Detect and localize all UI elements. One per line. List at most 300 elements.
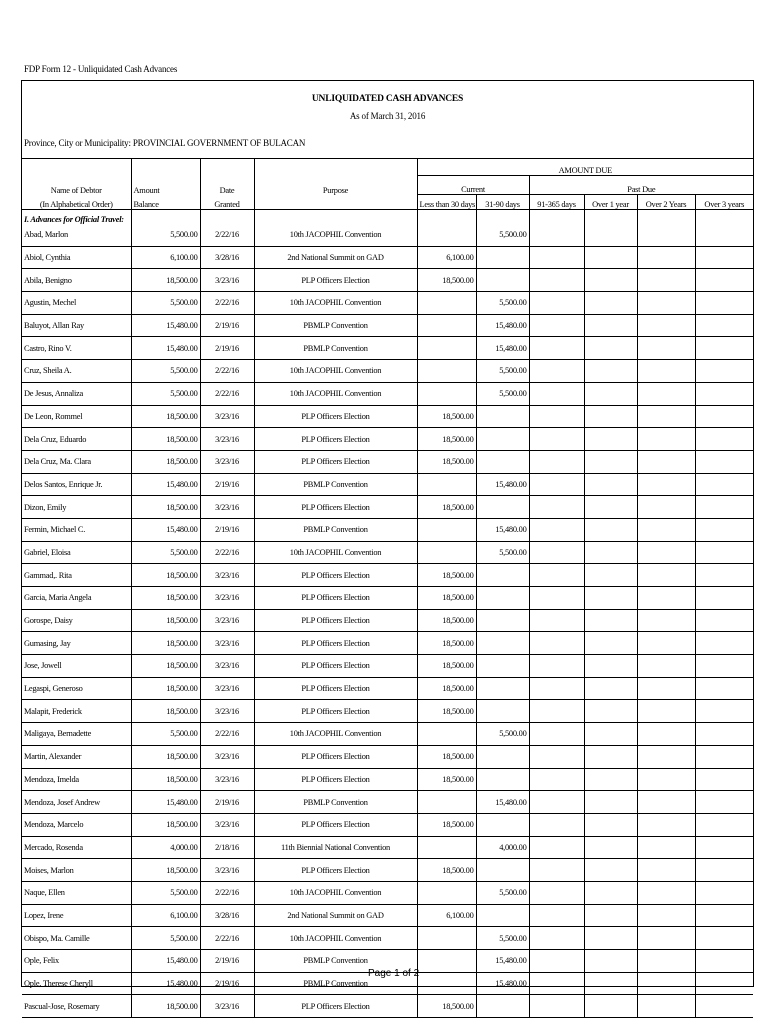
debtor-name-cell: Mendoza, Marcelo bbox=[22, 813, 131, 836]
purpose-cell: 10th JACOPHIL Convention bbox=[254, 881, 417, 904]
over-2-years-cell bbox=[637, 745, 695, 768]
amount-balance-cell: 6,100.00 bbox=[131, 246, 200, 269]
over-1-year-cell bbox=[584, 428, 637, 451]
over-1-year-cell bbox=[584, 473, 637, 496]
amount-subheader: Balance bbox=[131, 195, 200, 210]
31-90-days-cell bbox=[476, 859, 529, 882]
over-1-year-cell bbox=[584, 496, 637, 519]
over-2-years-cell bbox=[637, 700, 695, 723]
over-3-years-cell bbox=[695, 314, 753, 337]
table-row bbox=[22, 836, 753, 859]
over-1-year-cell bbox=[584, 405, 637, 428]
purpose-cell: PLP Officers Election bbox=[254, 609, 417, 632]
over-1-year-cell bbox=[584, 269, 637, 292]
less-than-30-days-cell: 18,500.00 bbox=[417, 587, 476, 610]
less-than-30-days-cell bbox=[417, 950, 476, 973]
date-granted-cell: 3/23/16 bbox=[200, 450, 254, 473]
amount-balance-cell: 18,500.00 bbox=[131, 269, 200, 292]
purpose-cell: PLP Officers Election bbox=[254, 269, 417, 292]
over-2-years-cell bbox=[637, 314, 695, 337]
table-row bbox=[22, 791, 753, 814]
31-90-days-cell: 5,500.00 bbox=[476, 292, 529, 315]
date-granted-cell: 2/18/16 bbox=[200, 836, 254, 859]
less-than-30-days-cell bbox=[417, 541, 476, 564]
over-1-year-cell bbox=[584, 836, 637, 859]
over-3-years-cell bbox=[695, 292, 753, 315]
over-2-years-cell bbox=[637, 972, 695, 995]
91-365-days-cell bbox=[529, 360, 584, 383]
amount-balance-cell: 5,500.00 bbox=[131, 541, 200, 564]
date-granted-cell: 2/19/16 bbox=[200, 337, 254, 360]
amount-balance-cell: 5,500.00 bbox=[131, 723, 200, 746]
91-365-days-cell bbox=[529, 450, 584, 473]
91-365-days-cell bbox=[529, 314, 584, 337]
over-3-years-cell bbox=[695, 405, 753, 428]
91-365-days-cell bbox=[529, 723, 584, 746]
over-2-years-cell bbox=[637, 768, 695, 791]
91-365-days-cell bbox=[529, 587, 584, 610]
amount-due-header: AMOUNT DUE bbox=[417, 159, 753, 176]
table-row bbox=[22, 881, 753, 904]
purpose-cell: PBMLP Convention bbox=[254, 473, 417, 496]
date-granted-cell: 3/23/16 bbox=[200, 655, 254, 678]
91-365-days-cell bbox=[529, 632, 584, 655]
less-than-30-days-cell bbox=[417, 360, 476, 383]
date-granted-cell: 3/23/16 bbox=[200, 609, 254, 632]
over-1-year-cell bbox=[584, 518, 637, 541]
over-3-years-cell bbox=[695, 518, 753, 541]
over2-header: Over 2 Years bbox=[637, 195, 695, 210]
amount-balance-cell: 18,500.00 bbox=[131, 609, 200, 632]
purpose-cell: PLP Officers Election bbox=[254, 450, 417, 473]
over-2-years-cell bbox=[637, 859, 695, 882]
less-than-30-days-cell: 18,500.00 bbox=[417, 995, 476, 1018]
amount-balance-cell: 15,480.00 bbox=[131, 314, 200, 337]
over-3-years-cell bbox=[695, 768, 753, 791]
table-row bbox=[22, 700, 753, 723]
91-365-days-cell bbox=[529, 382, 584, 405]
table-row bbox=[22, 405, 753, 428]
debtor-name-cell: Abila, Benigno bbox=[22, 269, 131, 292]
over-2-years-cell bbox=[637, 632, 695, 655]
date-granted-cell: 3/23/16 bbox=[200, 496, 254, 519]
category-label: I. Advances for Official Travel: bbox=[24, 215, 124, 224]
31-90-days-cell bbox=[476, 564, 529, 587]
date-granted-cell: 3/23/16 bbox=[200, 859, 254, 882]
amount-balance-cell: 5,500.00 bbox=[131, 360, 200, 383]
less-than-30-days-cell bbox=[417, 382, 476, 405]
date-granted-cell: 3/23/16 bbox=[200, 428, 254, 451]
d31-90-header: 31-90 days bbox=[476, 195, 529, 210]
date-granted-cell: 2/19/16 bbox=[200, 518, 254, 541]
91-365-days-cell bbox=[529, 246, 584, 269]
less-than-30-days-cell bbox=[417, 473, 476, 496]
over-1-year-cell bbox=[584, 632, 637, 655]
date-granted-cell: 3/23/16 bbox=[200, 768, 254, 791]
less-than-30-days-cell: 18,500.00 bbox=[417, 859, 476, 882]
table-row bbox=[22, 246, 753, 269]
less-than-30-days-cell: 18,500.00 bbox=[417, 564, 476, 587]
amount-balance-cell: 5,500.00 bbox=[131, 382, 200, 405]
purpose-cell: 10th JACOPHIL Convention bbox=[254, 541, 417, 564]
date-granted-cell: 3/23/16 bbox=[200, 632, 254, 655]
over-1-year-cell bbox=[584, 292, 637, 315]
over-3-years-cell bbox=[695, 745, 753, 768]
past-due-header: Past Due bbox=[529, 176, 753, 195]
31-90-days-cell: 5,500.00 bbox=[476, 541, 529, 564]
name-subheader: (In Alphabetical Order) bbox=[39, 200, 113, 209]
table-row bbox=[22, 382, 753, 405]
over-2-years-cell bbox=[637, 337, 695, 360]
table-row bbox=[22, 995, 753, 1018]
date-granted-cell: 2/19/16 bbox=[200, 314, 254, 337]
over-1-year-cell bbox=[584, 813, 637, 836]
over-1-year-cell bbox=[584, 337, 637, 360]
debtor-name-cell: Lopez, Irene bbox=[22, 904, 131, 927]
over-3-years-cell bbox=[695, 723, 753, 746]
31-90-days-cell: 5,500.00 bbox=[476, 224, 529, 246]
date-granted-cell: 3/23/16 bbox=[200, 700, 254, 723]
name-header: Name of Debtor bbox=[50, 185, 102, 195]
debtor-name-cell: Martin, Alexander bbox=[22, 745, 131, 768]
91-365-days-cell bbox=[529, 995, 584, 1018]
91-365-days-cell bbox=[529, 337, 584, 360]
debtor-name-cell: Mendoza, Imelda bbox=[22, 768, 131, 791]
report-frame bbox=[21, 80, 754, 1011]
31-90-days-cell: 15,480.00 bbox=[476, 314, 529, 337]
less-than-30-days-cell: 18,500.00 bbox=[417, 269, 476, 292]
province-line: Province, City or Municipality: PROVINCIAL GOVERNMENT OF BULACAN bbox=[24, 138, 306, 148]
table-row bbox=[22, 564, 753, 587]
purpose-cell: PLP Officers Election bbox=[254, 995, 417, 1018]
over-3-years-cell bbox=[695, 587, 753, 610]
91-365-days-cell bbox=[529, 813, 584, 836]
91-365-days-cell bbox=[529, 496, 584, 519]
date-granted-cell: 2/22/16 bbox=[200, 723, 254, 746]
31-90-days-cell: 15,480.00 bbox=[476, 473, 529, 496]
31-90-days-cell: 15,480.00 bbox=[476, 972, 529, 995]
table-row bbox=[22, 677, 753, 700]
amount-header: Amount bbox=[131, 176, 200, 195]
debtor-name-cell: Pascual-Jose, Rosemary bbox=[22, 995, 131, 1018]
over-2-years-cell bbox=[637, 677, 695, 700]
over-2-years-cell bbox=[637, 813, 695, 836]
amount-balance-cell: 15,480.00 bbox=[131, 791, 200, 814]
table-row bbox=[22, 768, 753, 791]
over-2-years-cell bbox=[637, 269, 695, 292]
91-365-days-cell bbox=[529, 428, 584, 451]
over-2-years-cell bbox=[637, 881, 695, 904]
table-row bbox=[22, 496, 753, 519]
amount-balance-cell: 5,500.00 bbox=[131, 224, 200, 246]
amount-balance-cell: 15,480.00 bbox=[131, 972, 200, 995]
date-header: Date bbox=[200, 176, 254, 195]
91-365-days-cell bbox=[529, 564, 584, 587]
table-row bbox=[22, 473, 753, 496]
over-1-year-cell bbox=[584, 768, 637, 791]
less-than-30-days-cell: 18,500.00 bbox=[417, 745, 476, 768]
31-90-days-cell bbox=[476, 587, 529, 610]
amount-balance-cell: 18,500.00 bbox=[131, 745, 200, 768]
amount-balance-cell: 18,500.00 bbox=[131, 813, 200, 836]
date-granted-cell: 2/22/16 bbox=[200, 541, 254, 564]
purpose-cell: PLP Officers Election bbox=[254, 587, 417, 610]
table-row bbox=[22, 337, 753, 360]
less-than-30-days-cell bbox=[417, 337, 476, 360]
over-1-year-cell bbox=[584, 700, 637, 723]
current-header: Current bbox=[417, 176, 529, 195]
31-90-days-cell bbox=[476, 450, 529, 473]
date-granted-cell: 3/23/16 bbox=[200, 745, 254, 768]
over-3-years-cell bbox=[695, 428, 753, 451]
date-granted-cell: 3/23/16 bbox=[200, 269, 254, 292]
amount-balance-cell: 18,500.00 bbox=[131, 700, 200, 723]
over-3-years-cell bbox=[695, 995, 753, 1018]
over-1-year-cell bbox=[584, 246, 637, 269]
less-than-30-days-cell bbox=[417, 836, 476, 859]
91-365-days-cell bbox=[529, 700, 584, 723]
31-90-days-cell bbox=[476, 428, 529, 451]
less-than-30-days-cell: 18,500.00 bbox=[417, 450, 476, 473]
amount-balance-cell: 18,500.00 bbox=[131, 450, 200, 473]
91-365-days-cell bbox=[529, 927, 584, 950]
date-granted-cell: 3/28/16 bbox=[200, 246, 254, 269]
over-3-years-cell bbox=[695, 677, 753, 700]
purpose-cell: PLP Officers Election bbox=[254, 655, 417, 678]
debtor-name-cell: Gorospe, Daisy bbox=[22, 609, 131, 632]
over-3-years-cell bbox=[695, 859, 753, 882]
31-90-days-cell bbox=[476, 496, 529, 519]
over-3-years-cell bbox=[695, 541, 753, 564]
debtor-name-cell: Garcia, Maria Angela bbox=[22, 587, 131, 610]
31-90-days-cell: 5,500.00 bbox=[476, 382, 529, 405]
date-granted-cell: 2/22/16 bbox=[200, 881, 254, 904]
over-3-years-cell bbox=[695, 950, 753, 973]
table-row bbox=[22, 813, 753, 836]
date-granted-cell: 2/19/16 bbox=[200, 791, 254, 814]
purpose-cell: 11th Biennial National Convention bbox=[254, 836, 417, 859]
purpose-cell: 10th JACOPHIL Convention bbox=[254, 382, 417, 405]
31-90-days-cell: 15,480.00 bbox=[476, 791, 529, 814]
purpose-cell: 10th JACOPHIL Convention bbox=[254, 723, 417, 746]
purpose-cell: PLP Officers Election bbox=[254, 859, 417, 882]
31-90-days-cell bbox=[476, 995, 529, 1018]
date-granted-cell: 2/22/16 bbox=[200, 360, 254, 383]
report-subtitle: As of March 31, 2016 bbox=[349, 111, 426, 121]
over-2-years-cell bbox=[637, 723, 695, 746]
table-row bbox=[22, 904, 753, 927]
91-365-days-cell bbox=[529, 881, 584, 904]
over-3-years-cell bbox=[695, 337, 753, 360]
less-than-30-days-cell: 18,500.00 bbox=[417, 677, 476, 700]
over-2-years-cell bbox=[637, 382, 695, 405]
debtor-name-cell: Delos Santos, Enrique Jr. bbox=[22, 473, 131, 496]
amount-balance-cell: 15,480.00 bbox=[131, 518, 200, 541]
debtor-name-cell: Gammad,. Rita bbox=[22, 564, 131, 587]
date-granted-cell: 3/23/16 bbox=[200, 995, 254, 1018]
over-3-years-cell bbox=[695, 473, 753, 496]
91-365-days-cell bbox=[529, 791, 584, 814]
31-90-days-cell bbox=[476, 405, 529, 428]
table-row bbox=[22, 609, 753, 632]
31-90-days-cell: 5,500.00 bbox=[476, 360, 529, 383]
less-than-30-days-cell: 18,500.00 bbox=[417, 609, 476, 632]
over-1-year-cell bbox=[584, 950, 637, 973]
over-3-years-cell bbox=[695, 496, 753, 519]
purpose-cell: 10th JACOPHIL Convention bbox=[254, 927, 417, 950]
91-365-days-cell bbox=[529, 269, 584, 292]
debtor-name-cell: Abiol, Cynthia bbox=[22, 246, 131, 269]
amount-balance-cell: 15,480.00 bbox=[131, 473, 200, 496]
less-than-30-days-cell: 18,500.00 bbox=[417, 496, 476, 519]
over-2-years-cell bbox=[637, 564, 695, 587]
date-granted-cell: 2/22/16 bbox=[200, 224, 254, 246]
over-2-years-cell bbox=[637, 518, 695, 541]
form-label: FDP Form 12 - Unliquidated Cash Advances bbox=[24, 64, 178, 74]
amount-balance-cell: 18,500.00 bbox=[131, 655, 200, 678]
less-than-30-days-cell bbox=[417, 791, 476, 814]
over-3-years-cell bbox=[695, 224, 753, 246]
31-90-days-cell: 5,500.00 bbox=[476, 927, 529, 950]
over-2-years-cell bbox=[637, 609, 695, 632]
amount-balance-cell: 5,500.00 bbox=[131, 927, 200, 950]
debtor-name-cell: Castro, Rino V. bbox=[22, 337, 131, 360]
over-3-years-cell bbox=[695, 246, 753, 269]
31-90-days-cell bbox=[476, 677, 529, 700]
over-2-years-cell bbox=[637, 995, 695, 1018]
over3-header: Over 3 years bbox=[695, 195, 753, 210]
debtor-name-cell: Legaspi, Generoso bbox=[22, 677, 131, 700]
over-1-year-cell bbox=[584, 224, 637, 246]
over-1-year-cell bbox=[584, 859, 637, 882]
table-row bbox=[22, 360, 753, 383]
less30-header: Less than 30 days bbox=[417, 195, 476, 210]
over-2-years-cell bbox=[637, 246, 695, 269]
debtor-name-cell: Malapit, Frederick bbox=[22, 700, 131, 723]
debtor-name-cell: Dela Cruz, Ma. Clara bbox=[22, 450, 131, 473]
over-3-years-cell bbox=[695, 972, 753, 995]
debtor-name-cell: Obispo, Ma. Camille bbox=[22, 927, 131, 950]
less-than-30-days-cell: 6,100.00 bbox=[417, 904, 476, 927]
over-3-years-cell bbox=[695, 450, 753, 473]
purpose-cell: 2nd National Summit on GAD bbox=[254, 904, 417, 927]
over-3-years-cell bbox=[695, 791, 753, 814]
over-1-year-cell bbox=[584, 655, 637, 678]
91-365-days-cell bbox=[529, 745, 584, 768]
less-than-30-days-cell bbox=[417, 518, 476, 541]
over-3-years-cell bbox=[695, 700, 753, 723]
amount-balance-cell: 18,500.00 bbox=[131, 564, 200, 587]
over-2-years-cell bbox=[637, 904, 695, 927]
debtor-name-cell: Ople, Therese Cheryll bbox=[22, 972, 131, 995]
91-365-days-cell bbox=[529, 859, 584, 882]
over-1-year-cell bbox=[584, 541, 637, 564]
over-1-year-cell bbox=[584, 723, 637, 746]
91-365-days-cell bbox=[529, 609, 584, 632]
date-granted-cell: 2/19/16 bbox=[200, 473, 254, 496]
amount-balance-cell: 18,500.00 bbox=[131, 677, 200, 700]
table-row bbox=[22, 632, 753, 655]
91-365-days-cell bbox=[529, 950, 584, 973]
purpose-cell: PLP Officers Election bbox=[254, 700, 417, 723]
31-90-days-cell bbox=[476, 609, 529, 632]
less-than-30-days-cell: 18,500.00 bbox=[417, 700, 476, 723]
less-than-30-days-cell: 18,500.00 bbox=[417, 428, 476, 451]
debtor-name-cell: Naque, Ellen bbox=[22, 881, 131, 904]
over-3-years-cell bbox=[695, 836, 753, 859]
debtor-name-cell: Maligaya, Bernadette bbox=[22, 723, 131, 746]
table-row bbox=[22, 587, 753, 610]
debtor-name-cell: Jose, Jowell bbox=[22, 655, 131, 678]
over-2-years-cell bbox=[637, 541, 695, 564]
table-row bbox=[22, 859, 753, 882]
less-than-30-days-cell bbox=[417, 972, 476, 995]
31-90-days-cell bbox=[476, 700, 529, 723]
less-than-30-days-cell: 18,500.00 bbox=[417, 655, 476, 678]
date-subheader: Granted bbox=[200, 195, 254, 210]
table-row bbox=[22, 655, 753, 678]
purpose-cell: PLP Officers Election bbox=[254, 768, 417, 791]
purpose-cell: PLP Officers Election bbox=[254, 745, 417, 768]
over-2-years-cell bbox=[637, 587, 695, 610]
purpose-cell: PBMLP Convention bbox=[254, 791, 417, 814]
debtor-name-cell: Fermin, Michael C. bbox=[22, 518, 131, 541]
less-than-30-days-cell: 18,500.00 bbox=[417, 405, 476, 428]
purpose-cell: PLP Officers Election bbox=[254, 677, 417, 700]
amount-balance-cell: 5,500.00 bbox=[131, 881, 200, 904]
over-1-year-cell bbox=[584, 791, 637, 814]
amount-balance-cell: 18,500.00 bbox=[131, 768, 200, 791]
over-1-year-cell bbox=[584, 314, 637, 337]
over-1-year-cell bbox=[584, 904, 637, 927]
31-90-days-cell bbox=[476, 655, 529, 678]
over-1-year-cell bbox=[584, 450, 637, 473]
over-2-years-cell bbox=[637, 450, 695, 473]
over-1-year-cell bbox=[584, 881, 637, 904]
91-365-days-cell bbox=[529, 655, 584, 678]
less-than-30-days-cell bbox=[417, 723, 476, 746]
less-than-30-days-cell bbox=[417, 881, 476, 904]
debtor-name-cell: Mendoza, Josef Andrew bbox=[22, 791, 131, 814]
over1-header: Over 1 year bbox=[584, 195, 637, 210]
purpose-cell: PBMLP Convention bbox=[254, 314, 417, 337]
91-365-days-cell bbox=[529, 292, 584, 315]
amount-balance-cell: 4,000.00 bbox=[131, 836, 200, 859]
31-90-days-cell bbox=[476, 632, 529, 655]
debtor-name-cell: Cruz, Sheila A. bbox=[22, 360, 131, 383]
amount-balance-cell: 15,480.00 bbox=[131, 950, 200, 973]
over-1-year-cell bbox=[584, 995, 637, 1018]
table-row bbox=[22, 269, 753, 292]
debtor-name-cell: Gumasing, Jay bbox=[22, 632, 131, 655]
table-row bbox=[22, 723, 753, 746]
91-365-days-cell bbox=[529, 677, 584, 700]
less-than-30-days-cell bbox=[417, 927, 476, 950]
purpose-cell: PBMLP Convention bbox=[254, 972, 417, 995]
31-90-days-cell bbox=[476, 768, 529, 791]
purpose-cell: 10th JACOPHIL Convention bbox=[254, 360, 417, 383]
over-2-years-cell bbox=[637, 496, 695, 519]
31-90-days-cell bbox=[476, 246, 529, 269]
91-365-days-cell bbox=[529, 518, 584, 541]
debtor-name-cell: Dela Cruz, Eduardo bbox=[22, 428, 131, 451]
31-90-days-cell: 15,480.00 bbox=[476, 950, 529, 973]
less-than-30-days-cell bbox=[417, 292, 476, 315]
over-2-years-cell bbox=[637, 428, 695, 451]
table-row bbox=[22, 518, 753, 541]
debtor-name-cell: Ople, Felix bbox=[22, 950, 131, 973]
page-number: Page 1 of 2 bbox=[368, 968, 420, 979]
